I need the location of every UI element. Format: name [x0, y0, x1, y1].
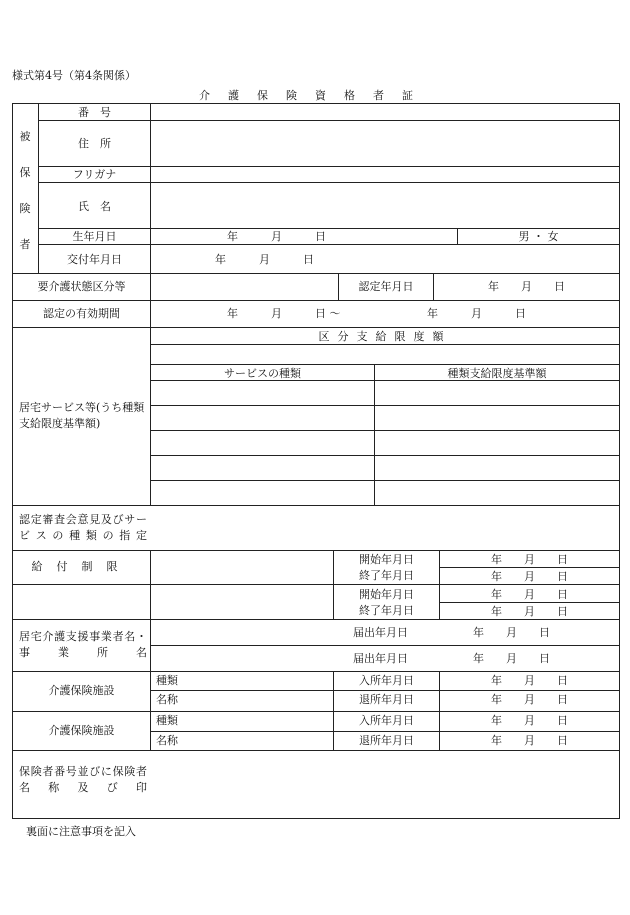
insured-vertical-label-3: 険	[19, 202, 31, 215]
gender-selector[interactable]: 男 ・ 女	[518, 230, 559, 243]
admission-date-value-1: 年 月 日	[491, 674, 568, 687]
filing-date-label-1: 届出年月日	[353, 626, 408, 639]
start-date-label-1: 開始年月日	[359, 553, 414, 566]
page-title: 介護保険資格者証	[199, 89, 431, 102]
insured-vertical-label-4: 者	[19, 238, 31, 251]
facility-label-1: 介護保険施設	[48, 684, 115, 697]
insurer-label: 保険者番号並びに保険者名称及び印	[19, 765, 147, 794]
service-type-header: サービスの種類	[224, 367, 301, 380]
footer-note: 裏面に注意事項を記入	[26, 825, 136, 838]
number-field[interactable]	[151, 121, 619, 166]
type-limit-header: 種類支給限度基準額	[447, 367, 547, 380]
opinion-label: 認定審査会意見及びサービスの種類の指定	[19, 513, 147, 542]
start-date-label-2: 開始年月日	[359, 588, 414, 601]
admission-date-label-1: 入所年月日	[359, 674, 414, 687]
certificate-form-table	[12, 103, 620, 819]
facility-name-label-1: 名称	[156, 693, 178, 706]
facility-type-label-1: 種類	[156, 674, 178, 687]
birthdate-value: 年 月 日	[227, 230, 326, 243]
limit-header: 区分支給限度額	[318, 330, 452, 343]
start-date-value-2: 年 月 日	[491, 588, 568, 601]
filing-date-value-1: 年 月 日	[473, 626, 550, 639]
benefit-limit-label: 給付制限	[31, 560, 132, 573]
insured-vertical-label-1: 被	[19, 130, 31, 143]
discharge-date-value-2: 年 月 日	[491, 734, 568, 747]
furigana-label: フリガナ	[72, 168, 117, 181]
start-date-value-1: 年 月 日	[491, 553, 568, 566]
address-label: 住 所	[78, 137, 111, 150]
number-label: 番 号	[78, 106, 111, 119]
issue-date-value: 年 月 日	[215, 253, 314, 266]
validity-from: 年 月 日 ～	[227, 307, 341, 320]
issue-date-label: 交付年月日	[67, 253, 122, 266]
facility-label-2: 介護保険施設	[48, 724, 115, 737]
admission-date-value-2: 年 月 日	[491, 714, 568, 727]
birthdate-label: 生年月日	[72, 230, 117, 243]
care-level-label: 要介護状態区分等	[37, 280, 126, 293]
discharge-date-label-2: 退所年月日	[359, 734, 414, 747]
insured-vertical-label-2: 保	[19, 166, 31, 179]
facility-name-label-2: 名称	[156, 734, 178, 747]
facility-type-label-2: 種類	[156, 714, 178, 727]
end-date-value-2: 年 月 日	[491, 605, 568, 618]
discharge-date-value-1: 年 月 日	[491, 693, 568, 706]
admission-date-label-2: 入所年月日	[359, 714, 414, 727]
end-date-label-2: 終了年月日	[359, 604, 414, 617]
service-label: 居宅サービス等(うち種類支給限度基準額)	[19, 401, 145, 430]
filing-date-label-2: 届出年月日	[353, 652, 408, 665]
discharge-date-label-1: 退所年月日	[359, 693, 414, 706]
end-date-value-1: 年 月 日	[491, 570, 568, 583]
end-date-label-1: 終了年月日	[359, 569, 414, 582]
cert-date-value: 年 月 日	[488, 280, 565, 293]
validity-label: 認定の有効期間	[43, 307, 120, 320]
filing-date-value-2: 年 月 日	[473, 652, 550, 665]
validity-to: 年 月 日	[427, 307, 526, 320]
name-label: 氏 名	[78, 200, 111, 213]
cert-date-label: 認定年月日	[358, 280, 414, 293]
form-number: 様式第4号（第4条関係）	[12, 69, 136, 82]
care-manager-label: 居宅介護支援事業者名・事業所名	[19, 630, 147, 659]
